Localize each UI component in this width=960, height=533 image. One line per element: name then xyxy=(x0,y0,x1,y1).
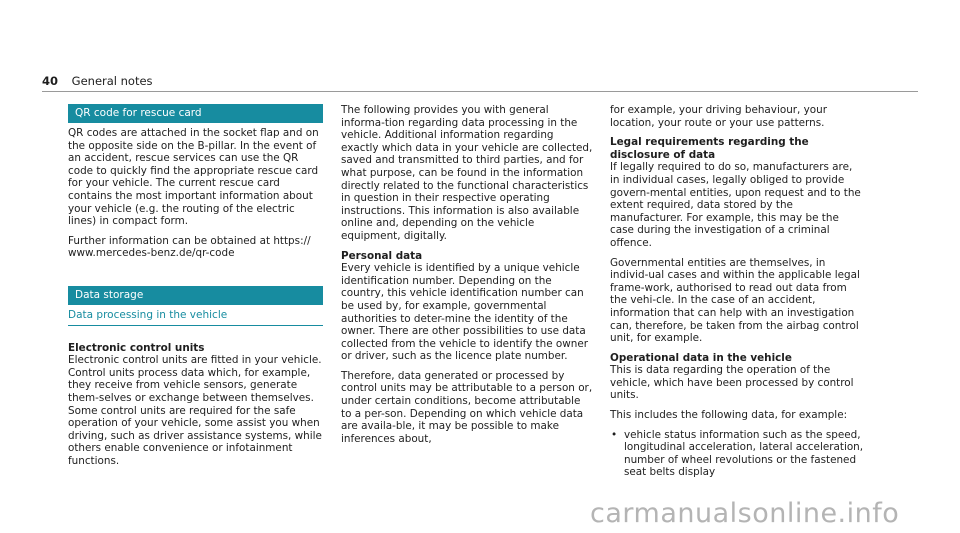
personal-data-heading: Personal data xyxy=(341,249,423,262)
column-right xyxy=(610,104,865,479)
qr-code-paragraph: QR codes are attached in the socket flap and on the opposite side on the B-pillar. In the event of an accident, rescue services can use the QR code to quickly find the appropriate rescue card for your vehicle. The current rescue card contains the most important information about your vehicle (e.g. the routing of the electric lines) in compact form. xyxy=(68,127,319,228)
qr-code-further-info: Further information can be obtained at https:// www.mercedes-benz.de/qr-code xyxy=(68,234,311,260)
ecu-heading: Electronic control units xyxy=(68,341,205,354)
legal-paragraph-1: If legally required to do so, manufacturers are, in individual cases, legally obliged to provide govern-mental entities, upon request and to the extent required, data stored by the manufacturer. For example, this may be the case during the investigation of a criminal offence. xyxy=(610,161,861,249)
intro-paragraph: The following provides you with general informa-tion regarding data processing in the vehicle. Additional information regarding exactly which data in your vehicle are collected, saved and transmitted to third parties, and for what purpose, can be found in the information directly related to the functional characteristics in question in their respective operating instructions. This information is also available online and, depending on the vehicle equipment, digitally. xyxy=(341,104,593,242)
operational-data-paragraph: This is data regarding the operation of the vehicle, which have been processed by control units. xyxy=(610,364,854,402)
page-header xyxy=(42,74,153,88)
page-number: 40 xyxy=(42,74,59,88)
operational-data-examples-intro: This includes the following data, for example: xyxy=(610,409,848,422)
list-item-text: vehicle status information such as the speed, longitudinal acceleration, lateral acceleration, number of wheel revolutions or the fastened seat belts display xyxy=(624,428,864,479)
column-left xyxy=(68,104,323,474)
continuation-paragraph: for example, your driving behaviour, your location, your route or your use patterns. xyxy=(610,104,828,129)
data-processing-subtitle: Data processing in the vehicle xyxy=(68,309,323,326)
legal-paragraph-2: Governmental entities are themselves, in individ-ual cases and within the applicable legal frame-work, authorised to read out data from the vehi-cle. In the case of an accident, information that can help with an investigation can, therefore, be taken from the airbag control unit, for example. xyxy=(610,256,860,345)
operational-data-list xyxy=(610,429,865,479)
list-item xyxy=(610,429,865,479)
watermark: carmanualsonline.info xyxy=(590,498,900,529)
section-title: General notes xyxy=(71,74,153,88)
personal-data-paragraph-2: Therefore, data generated or processed by control units may be attributable to a person or, under certain conditions, become attributable to a per-son. Depending on which vehicle data are availa-ble, it may be possible to make inferences about, xyxy=(341,369,593,445)
legal-requirements-heading: Legal requirements regarding the disclosure of data xyxy=(610,136,809,161)
bullet-icon: • xyxy=(611,428,618,441)
personal-data-paragraph-1: Every vehicle is identified by a unique vehicle identification number. Depending on the country, this vehicle identification number can be used by, for example, governmental authorities to deter-mine the identity of the owner. There are other possibilities to use data collected from the vehicle to identify the owner or driver, such as the licence plate number. xyxy=(341,262,589,363)
ecu-paragraph: Electronic control units are fitted in your vehicle. Control units process data which, for example, they receive from vehicle sensors, generate them-selves or exchange between themselves. Some control units are required for the safe operation of your vehicle, some assist you when driving, such as driver assistance systems, while others enable convenience or infotainment functions. xyxy=(68,354,322,467)
header-divider xyxy=(42,91,918,92)
operational-data-heading: Operational data in the vehicle xyxy=(610,351,792,364)
data-storage-section-bar: Data storage xyxy=(68,286,323,305)
column-middle xyxy=(341,104,594,452)
qr-code-section-bar: QR code for rescue card xyxy=(68,104,323,123)
